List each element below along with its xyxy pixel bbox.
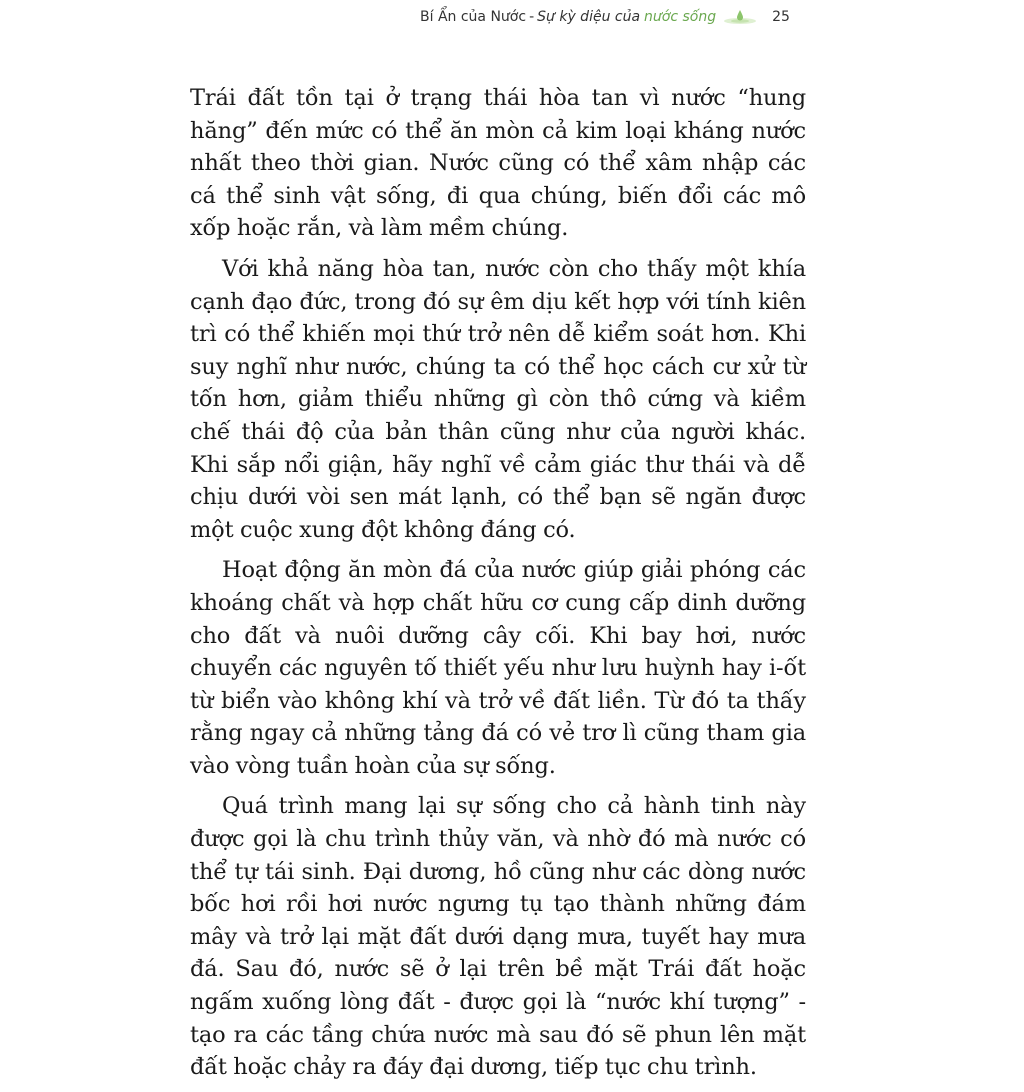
chapter-title: Sự kỳ diệu của bbox=[537, 9, 641, 25]
water-drop-icon bbox=[722, 8, 758, 26]
paragraph: Trái đất tồn tại ở trạng thái hòa tan vì nước “hung hăng” đến mức có thể ăn mòn cả kim loại kháng nước nhất theo thời gian. Nước cũng có thể xâm nhập các cá thể sinh vật sống, đi qua chúng, biến đổi các mô xốp hoặc rắn, và làm mềm chúng. bbox=[190, 85, 806, 242]
header-separator: - bbox=[529, 9, 535, 25]
body-text bbox=[190, 82, 806, 1092]
paragraph: Quá trình mang lại sự sống cho cả hành tinh này được gọi là chu trình thủy văn, và nhờ đó mà nước có thể tự tái sinh. Đại dương, hồ cũng như các dòng nước bốc hơi rồi hơi nước ngưng tụ tạo thành những đám mây và trở lại mặt đất dưới dạng mưa, tuyết hay mưa đá. Sau đó, nước sẽ ở lại trên bề mặt Trái đất hoặc ngấm xuống lòng đất - được gọi là “nước khí tượng” - tạo ra các tầng chứa nước mà sau đó sẽ phun lên mặt đất hoặc chảy ra đáy đại dương, tiếp tục chu trình. bbox=[190, 793, 806, 1081]
paragraph: Với khả năng hòa tan, nước còn cho thấy một khía cạnh đạo đức, trong đó sự êm dịu kết hợp với tính kiên trì có thể khiến mọi thứ trở nên dễ kiểm soát hơn. Khi suy nghĩ như nước, chúng ta có thể học cách cư xử từ tốn hơn, giảm thiểu những gì còn thô cứng và kiềm chế thái độ của bản thân cũng như của người khác. Khi sắp nổi giận, hãy nghĩ về cảm giác thư thái và dễ chịu dưới vòi sen mát lạnh, có thể bạn sẽ ngăn được một cuộc xung đột không đáng có. bbox=[190, 255, 806, 543]
chapter-title-accent: nước sống bbox=[644, 9, 717, 25]
running-header bbox=[420, 6, 810, 28]
paragraph: Hoạt động ăn mòn đá của nước giúp giải phóng các khoáng chất và hợp chất hữu cơ cung cấp dinh dưỡng cho đất và nuôi dưỡng cây cối. Khi bay hơi, nước chuyển các nguyên tố thiết yếu như lưu huỳnh hay i-ốt từ biển vào không khí và trở về đất liền. Từ đó ta thấy rằng ngay cả những tảng đá có vẻ trơ lì cũng tham gia vào vòng tuần hoàn của sự sống. bbox=[190, 557, 806, 779]
book-title: Bí Ẩn của Nước bbox=[420, 9, 527, 25]
page-number: 25 bbox=[772, 9, 790, 25]
